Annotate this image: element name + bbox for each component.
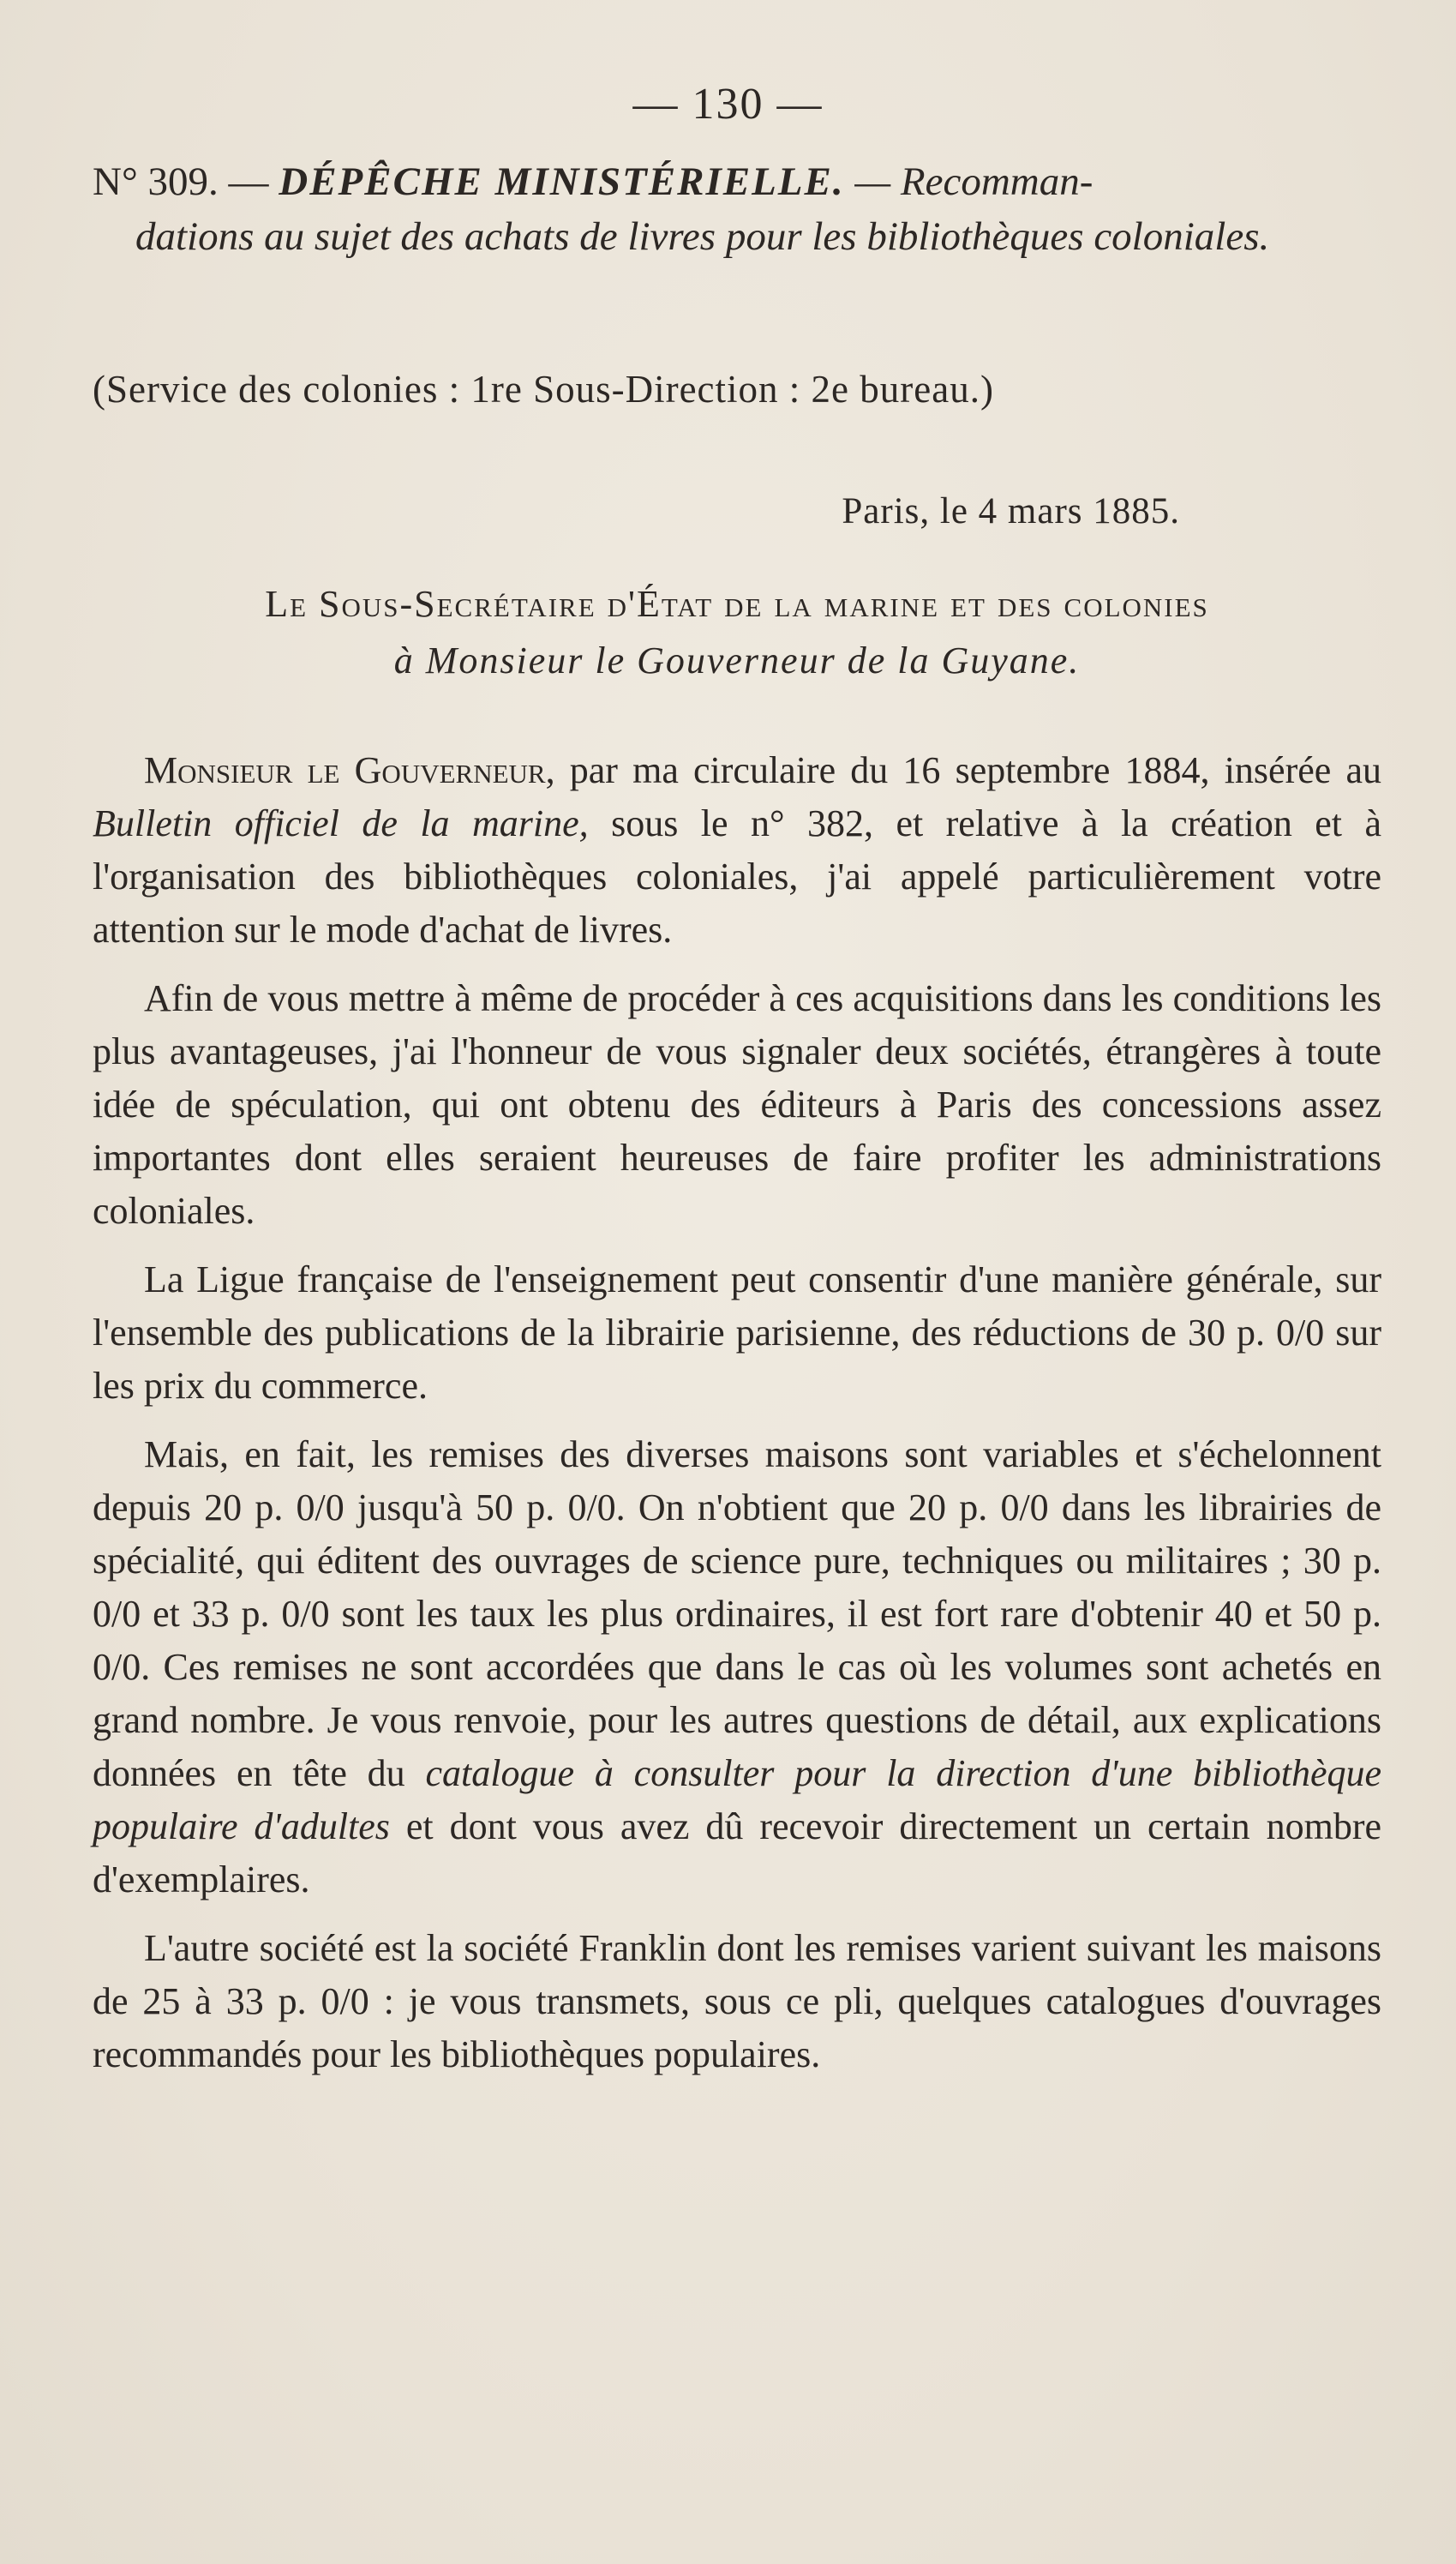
- recipient-line: à Monsieur le Gouverneur de la Guyane.: [393, 639, 1081, 682]
- document-type: DÉPÊCHE MINISTÉRIELLE.: [279, 159, 845, 204]
- paragraph: L'autre société est la société Franklin dont les remises varient suivant les maisons de 25 à 33 p. 0/0 : je vous transmets, sous ce pli, quelques catalogues d'ouvrages recommandés pour les bibliothèques populaires.: [93, 1927, 1381, 2075]
- paragraph: [93, 744, 1381, 957]
- paragraph-text: par ma circulaire du 16 septembre 1884, insérée au: [554, 749, 1381, 791]
- title-subject: dations au sujet des achats de livres pour les bibliothèques coloniales.: [135, 214, 1270, 259]
- paragraph: Afin de vous mettre à même de procéder à ces acquisitions dans les conditions les plus avantageuses, j'ai l'honneur de vous signaler deux sociétés, étrangères à toute idée de spéculation, qui ont obtenu des éditeurs à Paris des concessions assez importantes dont elles seraient heureuses de faire profiter les administrations coloniales.: [93, 977, 1381, 1232]
- service-line: (Service des colonies : 1re Sous-Direction : 2e bureau.): [93, 368, 994, 411]
- title-dash: — Recomman-: [854, 159, 1093, 204]
- catalogue-title: catalogue à consulter pour la direction d'une bibliothèque populaire d'adultes: [93, 1752, 1382, 1847]
- paragraph-text: sous le n° 382, et relative à la création et à l'organisation des bibliothèques coloniales, j'ai appelé particulièrement votre attention sur le mode d'achat de livres.: [93, 802, 1381, 951]
- sender-line: Le Sous-Secrétaire d'État de la marine et des colonies: [265, 583, 1209, 625]
- publication-title: Bulletin officiel de la marine,: [93, 802, 589, 844]
- dateline: Paris, le 4 mars 1885.: [842, 491, 1180, 531]
- paragraph-text: Mais, en fait, les remises des diverses maisons sont variables et s'échelonnent depuis 20 p. 0/0 jusqu'à 50 p. 0/0. On n'obtient que 20 p. 0/0 dans les librairies de spécialité, qui éditent des ouvrages de science pure, techniques ou militaires ; 30 p. 0/0 et 33 p. 0/0 sont les taux les plus ordinaires, il est fort rare d'obtenir 40 et 50 p. 0/0. Ces remises ne sont accordées que dans le cas où les volumes sont achetés en grand nombre. Je vous renvoie, pour les autres questions de détail, aux explications données en tête du: [93, 1433, 1381, 1794]
- letter-body: [93, 744, 1381, 2097]
- paragraph-text: et dont vous avez dû recevoir directement un certain nombre d'exemplaires.: [93, 1805, 1381, 1900]
- page-number: — 130 —: [632, 80, 824, 129]
- address-header: [93, 576, 1381, 689]
- document-title: [93, 154, 1381, 264]
- document-number: N° 309. —: [93, 159, 269, 204]
- title-first-line: [93, 154, 1381, 209]
- paragraph: [93, 1428, 1381, 1906]
- paragraph: La Ligue française de l'enseignement peut consentir d'une manière générale, sur l'ensemble des publications de la librairie parisienne, des réductions de 30 p. 0/0 sur les prix du commerce.: [93, 1258, 1381, 1407]
- salutation: Monsieur le Gouverneur,: [144, 749, 555, 791]
